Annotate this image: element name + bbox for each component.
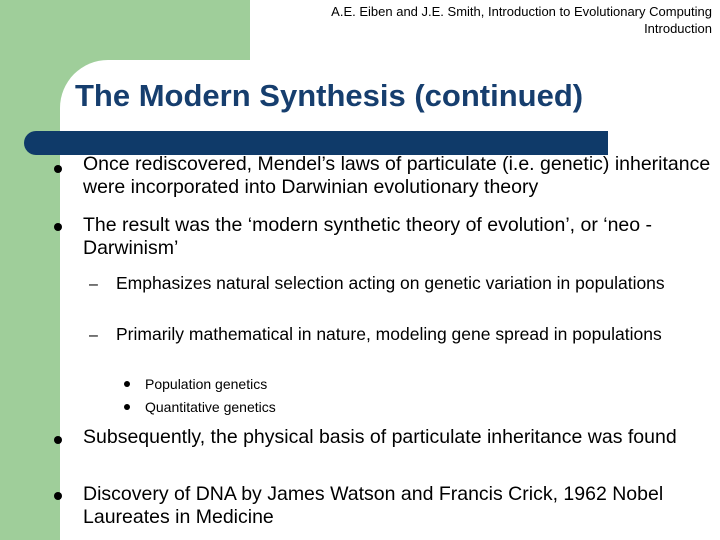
bullet-text-1: Once rediscovered, Mendel’s laws of particulate (i.e. genetic) inheritance were incorporated into Darwinian evolutionary theory bbox=[83, 153, 711, 198]
bullet-text-2: The result was the ‘modern synthetic theory of evolution’, or ‘neo -Darwinism’ bbox=[83, 214, 653, 259]
sub-sub-bullet-dot-1 bbox=[124, 381, 130, 387]
slide-title: The Modern Synthesis (continued) bbox=[75, 78, 584, 113]
header-line-section: Introduction bbox=[644, 21, 712, 36]
sub-bullet-text-2: Primarily mathematical in nature, modeling gene spread in populations bbox=[116, 324, 662, 344]
bullet-dot-4 bbox=[54, 492, 62, 500]
bullet-text-3: Subsequently, the physical basis of particulate inheritance was found bbox=[83, 426, 677, 448]
bullet-dot-2 bbox=[54, 223, 62, 231]
sub-bullet-text-1: Emphasizes natural selection acting on genetic variation in populations bbox=[116, 273, 665, 293]
sub-sub-bullet-text-2: Quantitative genetics bbox=[145, 399, 276, 415]
header-line-authors: A.E. Eiben and J.E. Smith, Introduction to Evolutionary Computing bbox=[331, 4, 712, 19]
bullet-text-4: Discovery of DNA by James Watson and Francis Crick, 1962 Nobel Laureates in Medicine bbox=[83, 483, 664, 528]
bullet-dot-3 bbox=[54, 436, 62, 444]
sub-bullet-dash-2: – bbox=[89, 327, 98, 344]
sub-sub-bullet-dot-2 bbox=[124, 404, 130, 410]
sub-sub-bullet-text-1: Population genetics bbox=[145, 376, 268, 392]
bullet-dot-1 bbox=[54, 165, 62, 173]
sub-bullet-dash-1: – bbox=[89, 276, 98, 293]
